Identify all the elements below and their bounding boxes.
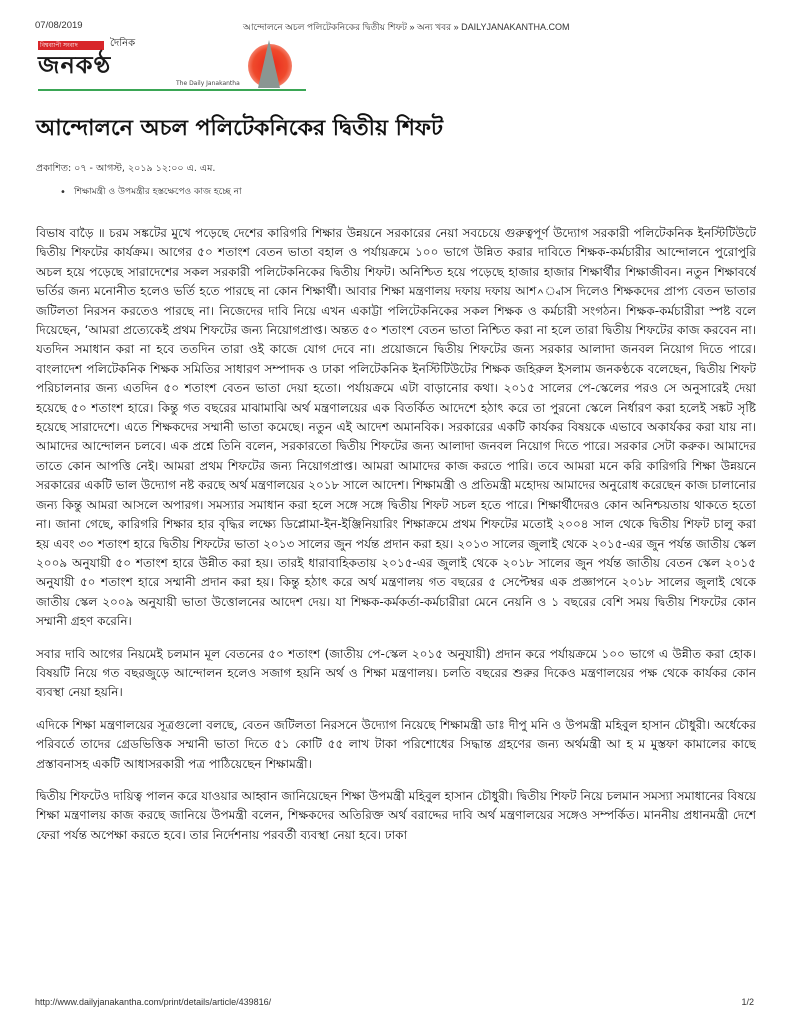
- page-number: 1/2: [741, 997, 754, 1007]
- article-headline: আন্দোলনে অচল পলিটেকনিকের দ্বিতীয় শিফট: [36, 116, 443, 141]
- highlights-list: [60, 186, 242, 199]
- article-paragraph: বিভাষ বাড়ৈ ॥ চরম সঙ্কটের মুখে পড়েছে দেশের কারিগরি শিক্ষার উন্নয়নে সরকারের নেয়া সবচেয়ে গুরুত্বপূর্ণ উদ্যোগ সরকারী পলিটেকনিক ইনস্টিটিউটে দ্বিতীয় শিফটের কার্যক্রম। আগের ৫০ শতাংশ বেতন ভাতা বহাল ও পর্যায়ক্রমে ১০০ ভাগে উন্নিত করার দাবিতে শিক্ষক-কর্মচারীর আন্দোলনে পুরোপুরি অচল হয়ে পড়েছে সারাদেশের সকল সরকারী পলিটেকনিকের দ্বিতীয় শিফট। অনিশ্চিত হয়ে পড়েছে হাজার হাজার শিক্ষার্থীর শিক্ষাজীবন। নতুন শিক্ষাবর্ষে ভর্তির জন্য মনোনীত হলেও ভর্তি হতে পারছে না কোন শিক্ষার্থী। আবার শিক্ষা মন্ত্রণালয় দফায় দফায় আশ^্বাস দিলেও শিক্ষকদের প্রাপ্য বেতন ভাতার জটিলতা নিরসন করতেও পারছে না। নিজেদের দাবি নিয়ে এখন একাট্টা পলিটেকনিকের সকল শিক্ষক ও কর্মচারী সংগঠন। শিক্ষক-কর্মচারীরা স্পষ্ট বলে দিয়েছেন, ‘আমরা প্রত্যেকেই প্রথম শিফটের জন্য নিয়োগপ্রাপ্ত। অন্তত ৫০ শতাংশ বেতন ভাতা নিশ্চিত করা না হলে তারা দ্বিতীয় শিফটের কাজ করবেন না। যতদিন সমাধান করা না হবে ততদিন তারা ওই কাজে যোগ দেবে না। প্রয়োজনে দ্বিতীয় শিফটের জন্য সরকার আলাদা জনবল নিয়োগ দিতে পারে। বাংলাদেশ পলিটেকনিক শিক্ষক সমিতির সাধারণ সম্পাদক ও ঢাকা পলিটেকনিক ইনস্টিটিউটের শিক্ষক জহিরুল ইসলাম জনকণ্ঠকে বলেছেন, দ্বিতীয় শিফট পরিচালনার জন্য এতদিন ৫০ শতাংশ বেতন ভাতা দেয়া হতো। পর্যায়ক্রমে এটা বাড়ানোর কথা। ২০১৫ সালের পে-স্কেলের পরও সে অনুসারেই দেয়া হয়েছে ৫০ শতাংশ হারে। কিন্তু গত বছরের মাঝামাঝি অর্থ মন্ত্রণালয়ের এক বিতর্কিত আদেশে হঠাৎ করে তা পুরনো স্কেলে নির্ধারণ করা হলেই সঙ্কট সৃষ্টি হয়েছে সারাদেশে। এতে শিক্ষকদের সম্মানী ভাতা কমেছে। নতুন এই আদেশ অমানবিক। সরকারের একটি কার্যকর বিষয়কে এভাবে অকার্যকর করা যায় না। আমাদের আন্দোলন চলবে। এক প্রশ্নে তিনি বলেন, সরকারতো দ্বিতীয় শিফটের জন্য আলাদা জনবল নিয়োগ দিতে পারে। সরকার সেটা করুক। আমাদের তাতে কোন আপত্তি নেই। আমরা প্রথম শিফটের জন্য নিয়োগপ্রাপ্ত। আমরা আমাদের কাজ করতে পারি। তবে আমরা মনে করি কারিগরি শিক্ষা উন্নয়নে সরকারের একটি ভাল উদ্যোগ নষ্ট করছে অর্থ মন্ত্রণালয়ের ২০১৮ সালে আদেশ। শিক্ষামন্ত্রী ও প্রতিমন্ত্রী মহোদয় আমাদের অনুরোধ করেছেন কাজ চালানোর জন্য কিন্তু আমরা আসলে অপারগ। সমস্যার সমাধান করা হলে সঙ্গে সঙ্গে দ্বিতীয় শিফট সচল হতে পারে। শিক্ষার্থীদেরও কোন অনিশ্চয়তায় থাকতে হতো না। জানা গেছে, কারিগরি শিক্ষার হার বৃদ্ধির লক্ষ্যে ডিপ্লোমা-ইন-ইঞ্জিনিয়ারিং শিক্ষাক্রমে প্রথম শিফটের মতোই ২০০৪ সাল থেকে দ্বিতীয় শিফট চালু করা হয় এবং ৩০ শতাংশ হারে দ্বিতীয় শিফটের ভাতা ২০১৩ সালের জুন পর্যন্ত প্রদান করা হয়। ২০১৩ সালের জুলাই থেকে ২০১৫-এর জুন পর্যন্ত জাতীয় স্কেল ২০০৯ অনুযায়ী ৫০ শতাংশ হারে উন্নীত করা হয়। তারই ধারাবাহিকতায় ২০১৫-এর জুলাই থেকে ২০১৮ সালের জুন পর্যন্ত জাতীয় বেতন স্কেল ২০১৫ অনুযায়ী ৫০ শতাংশ হারে সম্মানী প্রদান করা হয়। কিন্তু হঠাৎ করে অর্থ মন্ত্রণালয় গত বছরের ৫ সেপ্টেম্বর এক প্রজ্ঞাপনে ২০১৮ সালের জুলাই থেকে জাতীয় স্কেল ২০০৯ অনুযায়ী ভাতা উত্তোলনের আদেশ দেয়। যা শিক্ষক-কর্মকর্তা-কর্মচারীরা মেনে নেয়নি ও ১ বছরের বেশি সময় দ্বিতীয় শিফটের কোন সম্মানী গ্রহণ করেনি।: [36, 226, 756, 629]
- logo-dainik: দৈনিক: [110, 38, 136, 49]
- article-paragraph: সবার দাবি আগের নিয়মেই চলমান মূল বেতনের ৫০ শতাংশ (জাতীয় পে-স্কেল ২০১৫ অনুযায়ী) প্রদান করে পর্যায়ক্রমে ১০০ ভাগে এ উন্নীত করা হোক। বিষয়টি নিয়ে গত বছরজুড়ে আন্দোলন হলেও সজাগ হয়নি অর্থ ও শিক্ষা মন্ত্রণালয়। চলতি বছরের শুরুর দিকেও মন্ত্রণালয়ের পক্ষ থেকে কার্যকর কোন ব্যবস্থা নেয়া হয়নি।: [36, 646, 756, 700]
- print-header: [35, 20, 756, 34]
- print-page-title: আন্দোলনে অচল পলিটেকনিকের দ্বিতীয় শিফট » অন্য খবর » DAILYJANAKANTHA.COM: [243, 22, 570, 32]
- print-footer: [35, 996, 756, 1010]
- logo-name: জনকণ্ঠ: [38, 50, 112, 79]
- logo-monument-icon: [258, 40, 280, 88]
- logo-underline: [38, 89, 306, 91]
- published-date: প্রকাশিত: ০৭ - আগস্ট, ২০১৯ ১২:০০ এ. এম.: [36, 163, 216, 174]
- article-url-link[interactable]: http://www.dailyjanakantha.com/print/details/article/439816/: [35, 997, 272, 1007]
- article-paragraph: দ্বিতীয় শিফটেও দায়িত্ব পালন করে যাওয়ার আহ্বান জানিয়েছেন শিক্ষা উপমন্ত্রী মহিবুল হাসান চৌধুরী। দ্বিতীয় শিফট নিয়ে চলমান সমস্যা সমাধানের বিষয়ে শিক্ষা মন্ত্রণালয় কাজ করছে জানিয়ে উপমন্ত্রী বলেন, শিক্ষকদের অতিরিক্ত অর্থ বরাদ্দের দাবি অর্থ মন্ত্রণালয়ের সঙ্গেও সম্পর্কিত। মাননীয় প্রধানমন্ত্রী দেশে ফেরা পর্যন্ত অপেক্ষা করতে হবে। তার নির্দেশনায় পরবর্তী ব্যবস্থা নেয়া হবে। ঢাকা: [36, 788, 756, 842]
- logo-red-tag: [38, 41, 104, 50]
- article-body: [36, 224, 756, 982]
- highlight-item: • শিক্ষামন্ত্রী ও উপমন্ত্রীর হস্তক্ষেপেও কাজ হচ্ছে না: [60, 186, 242, 199]
- logo-tag-text: বিশ্বব্যাপী সংবাদ: [40, 42, 78, 49]
- logo-tagline: The Daily Janakantha: [176, 80, 240, 87]
- article-paragraph: এদিকে শিক্ষা মন্ত্রণালয়ের সূত্রগুলো বলছে, বেতন জটিলতা নিরসনে উদ্যোগ নিয়েছে শিক্ষামন্ত্রী ডাঃ দীপু মনি ও উপমন্ত্রী মহিবুল হাসান চৌধুরী। অর্ধেকের পরিবর্তে তাদের গ্রেডভিত্তিক সম্মানী ভাতা দিতে ৫১ কোটি ৫৫ লাখ টাকা পরিশোধের সিদ্ধান্ত গ্রহণের জন্য অর্থমন্ত্রী আ হ ম মুস্তফা কামালের কাছে প্রস্তাবনাসহ একটি আধাসরকারী পত্র পাঠিয়েছেন শিক্ষামন্ত্রী।: [36, 717, 756, 771]
- janakantha-logo[interactable]: [36, 38, 306, 94]
- print-date: 07/08/2019: [35, 20, 83, 31]
